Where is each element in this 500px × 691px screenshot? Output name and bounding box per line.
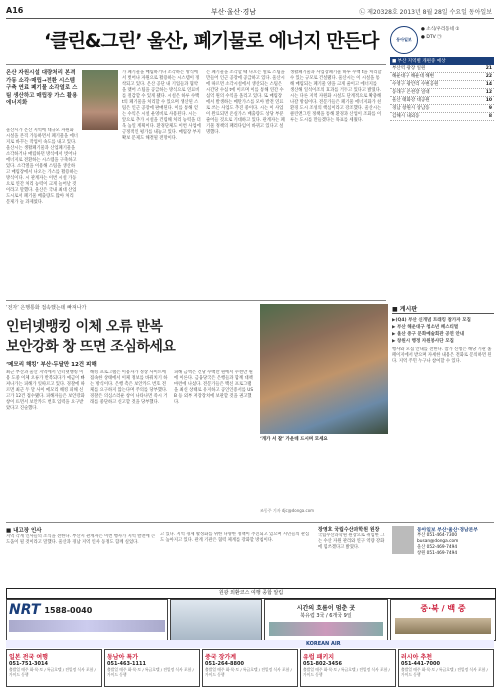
divider [6,522,494,523]
notice-line: 창원 051-469-7494 [417,551,458,556]
index-row [390,97,494,105]
sidebar-title: ● 소식/우리동네 ① [421,27,460,32]
classified-ad-title: 중국 장가계 [205,654,237,661]
article-text: 최근 부산과 울산 지역에서 인터넷뱅킹 이용 도중 이체 오류가 반복되다가 예금이 빠져나가는 피해가 잇따르고 있다. 경찰에 따르면 최근 두 달 사이 메모리 해킹 피해 신고가 12건 접수됐다. 피해자들은 보안강화 창이 뜨면서 보안카드 번호 입력을 요구받았다고 진술했다. [6,370,85,411]
classified-ad [202,649,298,687]
page-header [6,5,494,19]
index-row-label: 해운대구 해운대 해변 [392,74,434,79]
index-row [390,105,494,113]
index-row [390,81,494,89]
notice-line: busan@donga.com [417,539,459,544]
classified-ad [398,649,494,687]
classified-ad-text: 출발일 매주 화·목·토 / 특급호텔 / 전일정 식사 포함 / 가이드 동행 [205,667,292,677]
notice-box: 동아일보 부산·울산·경남본부 부산 051-464-7300 busan@donga.com 울산 052-469-7494 창원 051-469-7494 [392,526,494,582]
article-text: 피해 금액은 건당 수백만 원에서 수천만 원에 이른다. 금융당국은 은행들과 함께 대책 마련에 나섰다. 전문가들은 백신 프로그램을 최신 상태로 유지하고 공인인증서를 USB 등 외부 저장장치에 보관할 것을 권고했다. [174,370,254,405]
classified-ad-title: 유럽 패키지 [303,654,335,661]
index-row [390,65,494,73]
nrt-logo: NRT [9,602,41,618]
brief-item: ▶ 부산 해운대구 청소년 페스티벌 [392,325,459,330]
index-row-label: 울산 태화강 대공원 [392,98,430,103]
second-headline-2: 보안강화 창 뜨면 조심하세요 [6,339,176,355]
second-subhead: ‘메모리 해킹’ 부산·두달만 12건 피해 [6,362,97,368]
second-headline-1: 인터넷뱅킹 이체 오류 반복 [6,319,163,335]
sidebar-title: ● DTV ㉠ [421,35,442,40]
travel-ad-nrt [6,599,168,641]
column-2: 고 있다. 지역 경제 활성화를 위한 다양한 정책이 추진되고 있으며 시민들의 관심도 높아지고 있다. 관계 기관은 협력 체계를 강화할 방침이다. [160,532,310,543]
brief-item: ▶(Q4) 부산 신개념 트래킹 참가자 모집 [392,318,471,323]
classified-ad-text: 출발일 매주 화·목·토 / 특급호텔 / 전일정 식사 포함 / 가이드 동행 [9,667,96,677]
main-headline: ‘클린&그린’ 울산, 폐기물로 에너지 만든다 [44,30,379,52]
page-number: A16 [6,6,24,15]
article-text: 생활폐기물과 사업장폐기물 하루 수백 t을 처리할 수 있는 규모로 건설됐다. 울산시는 이 시설을 통해 매립되는 폐기물 양을 크게 줄이고 에너지를 생산해 일석이조의 효과를 거두고 있다고 밝혔다. 시는 다른 지역 자원화 시설도 단계적으로 확충해 나갈 방침이다. 전문가들은 폐기물 에너지화가 친환경 도시 조성의 핵심이라고 강조했다. 울산시는 클린앤그린 정책을 통해 환경과 산업이 조화를 이루는 도시를 만들겠다는 목표를 세웠다. [290,70,382,123]
article-text: 울산시가 온산 지역에 대규모 자원화 시설을 본격 가동하면서 폐기물을 에너지로 바꾸는 작업이 속도를 내고 있다. 울산시는 생활폐기물과 산업폐기물을 소각하거나 매립하던 방식에서 벗어나 에너지로 전환하는 시스템을 구축하고 있다. 소각열을 이용해 스팀을 생산하고 매립장에서 나오는 가스를 활용하는 방식이다. 시 관계자는 이번 시설 가동으로 연간 처리 능력이 크게 늘어날 것이라고 말했다. 울산은 국내 최대 산업도시로서 폐기물 배출량도 많아 처리 문제가 늘 과제였다. [6,128,78,205]
brief-text: 행사와 모집 안내를 전한다. 참가 신청은 해당 기관 홈페이지에서 받으며 자세한 내용은 전화로 문의하면 된다. 지역 주민 누구나 참여할 수 있다. [392,347,492,364]
issue-date: ㉡ 제20328호 2013년 8월 28일 수요일 동아일보 [359,9,492,16]
notice-line: 부산 051-464-7300 [417,533,458,538]
sidebar-section-title: ■ 부산 지역별 개편중 예상 [390,57,494,65]
index-row-value: 14 [485,82,492,87]
brief-board [392,304,494,516]
main-lead: 온산 자원시설 대량처리 본격가동 소각·매립→전환 시스템 구축 연료 폐기물 소각열로 스팀 생산하고 매립장 가스 활용 에너지화 [6,70,78,106]
ad-phone: 1588-0040 [44,605,93,615]
classified-ad [300,649,396,687]
classified-ad-phone: 051-441-7000 [401,661,440,667]
divider [6,64,386,65]
classified-ad [6,649,102,687]
section-name: 부산·울산·경남 [211,8,257,16]
byline: 조동주 기자 djc@donga.com [260,508,315,513]
brief-item: ▶ 창원시 행정 자원봉사단 모집 [392,339,454,344]
travel-ad-china: 중·북 / 백 중 [390,599,496,641]
divider [6,300,386,301]
story-kicker: ‘전자’ 은행통화 접속했는데 빠져나가 [6,305,87,311]
article-text: 가 폐기물을 매립하거나 소각하는 방식에서 벗어나 자원으로 활용하는 시스템이 정착되고 있다. 온산 공단 내 기업들과 협약을 맺어 스팀을 공급하는 방식으로 연료비를 절감할 수 있게 됐다. 시설은 하루 수백 t의 폐기물을 처리할 수 있으며 생산된 스팀은 인근 공장에 판매된다. 이를 통해 얻는 수익은 시설 운영비로 사용된다. 시는 앞으로 추가 시설을 건립해 처리 능력을 더욱 높일 계획이다. 환경단체도 이번 사업에 긍정적인 평가를 내놓고 있다. 매립장 부지 확보 문제도 해결될 전망이다. [122,70,201,141]
index-row-value: 8 [488,114,492,119]
brief-title: ■ 게시판 [392,304,494,314]
index-row-label: 김해시 내외동 [392,114,420,119]
bottom-ad-row [6,649,494,687]
classified-ad [104,649,200,687]
news-photo [260,304,388,434]
index-row-label: 경남 창원시 상남동 [392,106,430,111]
index-row-value: 21 [485,66,492,71]
index-row-value: 10 [485,98,492,103]
column-1: ■ 내고장 인사 지역 각계 인사들의 소식을 전한다. 부산시 관계자는 이번 행사가 지역 발전에 큰 도움이 될 것이라고 말했다. 울산과 경남 지역 인사 동정도 함께 실었다. [6,528,156,545]
index-row [390,113,494,121]
index-row [390,73,494,81]
classified-ad-text: 출발일 매주 화·목·토 / 특급호텔 / 전일정 식사 포함 / 가이드 동행 [303,667,390,677]
index-row [390,89,494,97]
article-text: 는 폐기물을 소각할 때 나오는 열로 스팀을 만들어 인근 공장에 공급하고 있다. 울산시에 따르면 소각시설에서 생산되는 스팀은 시간당 수십 t에 이르며 이를 통해 연간 수십억 원의 수익을 올리고 있다. 또 매립장에서 발생하는 메탄가스를 모아 발전 연료로 쓰는 사업도 추진 중이다. 시는 이 사업이 완료되면 온실가스 배출량도 상당 부분 줄어들 것으로 기대하고 있다. 관계자는 폐기물 정책의 패러다임이 바뀌고 있다고 설명했다. [206,70,285,135]
newspaper-logo-icon: 동아일보 [390,26,418,54]
classified-ad-text: 출발일 매주 화·목·토 / 특급호텔 / 전일정 식사 포함 / 가이드 동행 [401,667,488,677]
index-row-value: 22 [485,74,492,79]
classified-ad-phone: 051-264-8800 [205,661,244,667]
classified-ad-title: 러시아 추천 [401,654,433,661]
classified-ad-phone: 051-463-1111 [107,661,146,667]
sidebar-index [390,26,494,121]
index-row-label: 부산역 광장 일원 [392,66,426,71]
portrait-photo [392,526,414,554]
photo-caption: ‘개가 서 잘’ 가운데 드시며 모세요 [260,437,328,442]
column-3: 장영호 국립수산과학원 원장 국립수산과학원 원장으로 취임한 그는 수산 자원 관리와 연구 역량 강화에 힘쓰겠다고 밝혔다. [318,527,385,550]
travel-ad-nordic: 시간의 흐름이 멈춘 곳 북유럽 3국 / 6개국 9일 [264,599,388,641]
index-row-label: 동래구 온천장 일대 [392,90,430,95]
classified-ad-title: 일본 전국 여행 [9,654,48,661]
index-row-value: 12 [485,90,492,95]
index-row-label: 수영구 광안리 수변공원 [392,82,439,87]
classified-ad-title: 동남아 특가 [107,654,139,661]
brief-item: ▶ 울산 중구 문화예술회관 공연 안내 [392,332,465,337]
classified-ad-phone: 051-751-3014 [9,661,48,667]
notice-line: 울산 052-469-7494 [417,545,458,550]
ad-header-bar: 원광 외환코스 여행 종합 알림 [6,588,496,599]
article-text: 해킹 프로그램은 이용자가 정상 사이트에 접속한 상태에서 이체 정보를 바꿔치기 하는 방식이다. 은행 측은 보안카드 번호 전체를 요구하지 않는다며 주의를 당부했다. 경찰은 의심스러운 창이 나타나면 즉시 거래를 중단하고 신고할 것을 당부했다. [90,370,168,405]
korean-air-strip: KOREAN AIR [6,640,494,648]
article-photo [82,70,118,130]
travel-ad-photo [170,599,262,641]
classified-ad-phone: 051-802-3456 [303,661,342,667]
classified-ad-text: 출발일 매주 화·목·토 / 특급호텔 / 전일정 식사 포함 / 가이드 동행 [107,667,194,677]
index-row-value: 9 [488,106,492,111]
